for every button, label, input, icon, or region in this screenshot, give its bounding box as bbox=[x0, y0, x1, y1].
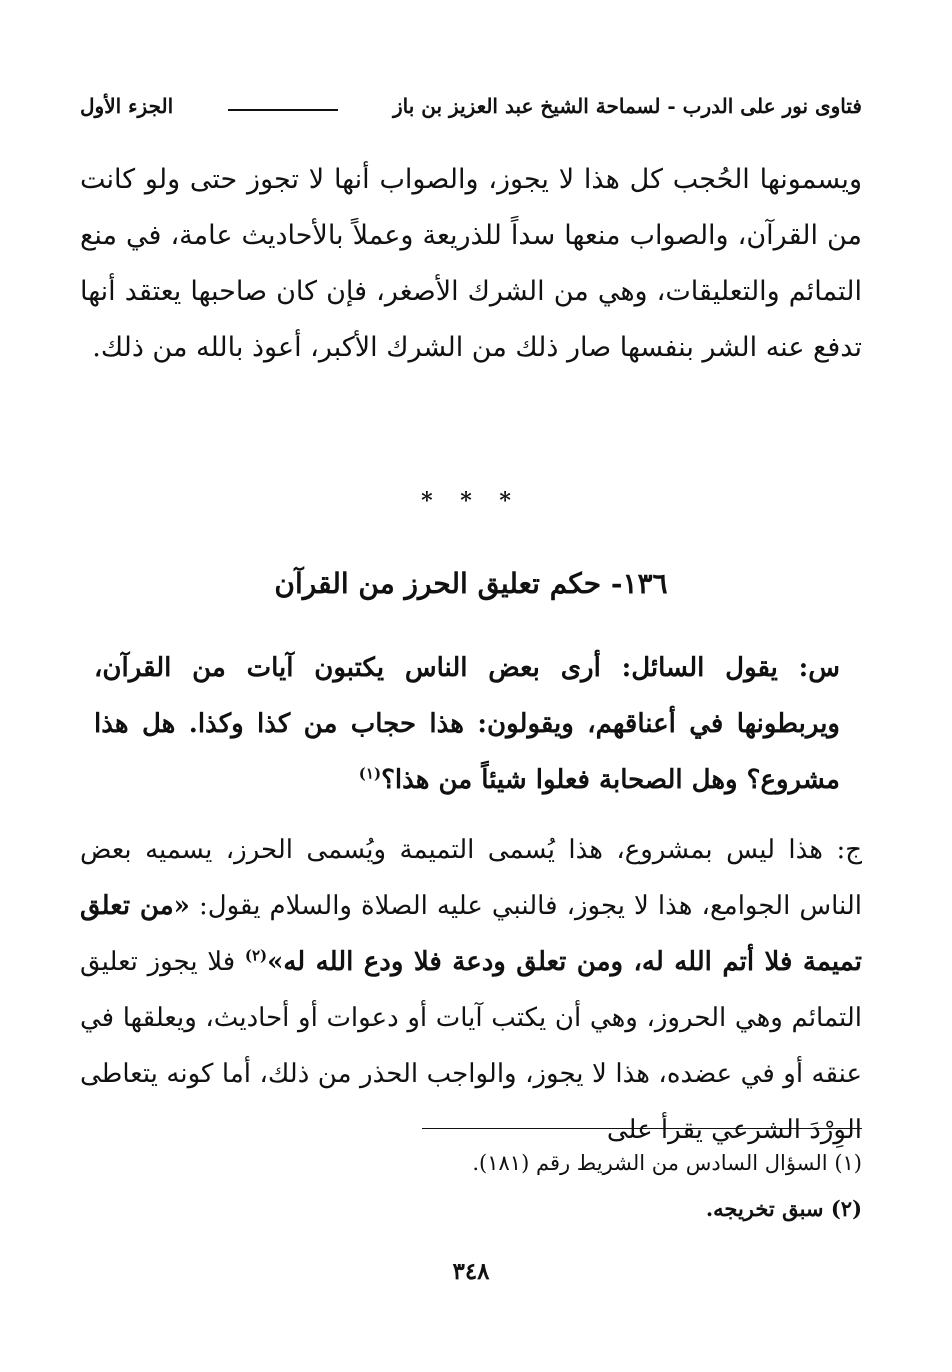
hadith-quote: «من تعلق تميمة فلا أتم الله له، ومن تعلق ودعة فلا ودع الله له» bbox=[80, 891, 862, 977]
footnote-divider bbox=[422, 1128, 862, 1129]
running-header bbox=[80, 88, 862, 124]
header-volume: الجزء الأول bbox=[80, 94, 174, 118]
question-text: س: يقول السائل: أرى بعض الناس يكتبون آيات من القرآن، ويربطونها في أعناقهم، ويقولون: هذا حجاب من كذا وكذا. هل هذا مشروع؟ وهل الصحابة فعلوا شيئاً من هذا؟ bbox=[94, 653, 840, 795]
section-separator: * * * bbox=[421, 488, 521, 514]
header-title: فتاوى نور على الدرب - لسماحة الشيخ عبد العزيز بن باز bbox=[393, 94, 862, 118]
book-page bbox=[80, 60, 862, 1330]
intro-paragraph: ويسمونها الحُجب كل هذا لا يجوز، والصواب أنها لا تجوز حتى ولو كانت من القرآن، والصواب منعها سداً للذريعة وعملاً بالأحاديث عامة، في منع التمائم والتعليقات، وهي من الشرك الأصغر، فإن كان صاحبها يعتقد أنها تدفع عنه الشر بنفسها صار ذلك من الشرك الأكبر، أعوذ بالله من ذلك. bbox=[80, 164, 862, 363]
answer-text-part2: فلا يجوز تعليق التمائم وهي الحروز، وهي أن يكتب آيات أو دعوات أو أحاديث، ويعلقها في عنقه أو في عضده، هذا لا يجوز، والواجب الحذر من ذلك، أما كونه يتعاطى الوِرْدَ الشرعي يقرأ على bbox=[80, 947, 862, 1145]
answer-text-part1: ج: هذا ليس بمشروع، هذا يُسمى التميمة ويُسمى الحرز، يسميه بعض الناس الجوامع، هذا لا يجوز، فالنبي عليه الصلاة والسلام يقول: bbox=[80, 835, 863, 921]
answer-paragraph bbox=[80, 822, 862, 1158]
section-heading: ١٣٦- حكم تعليق الحرز من القرآن bbox=[274, 567, 668, 600]
footnote-ref-2: (٢) bbox=[244, 946, 268, 965]
footnote-ref-1: (١) bbox=[358, 764, 382, 783]
page-number: ٣٤٨ bbox=[452, 1258, 490, 1285]
header-rule bbox=[228, 109, 338, 111]
footnote-2: (٢) سبق تخريجه. bbox=[705, 1196, 862, 1221]
footnotes bbox=[80, 1140, 862, 1232]
question-paragraph bbox=[94, 640, 840, 808]
footnote-1: (١) السؤال السادس من الشريط رقم (١٨١). bbox=[472, 1151, 862, 1175]
